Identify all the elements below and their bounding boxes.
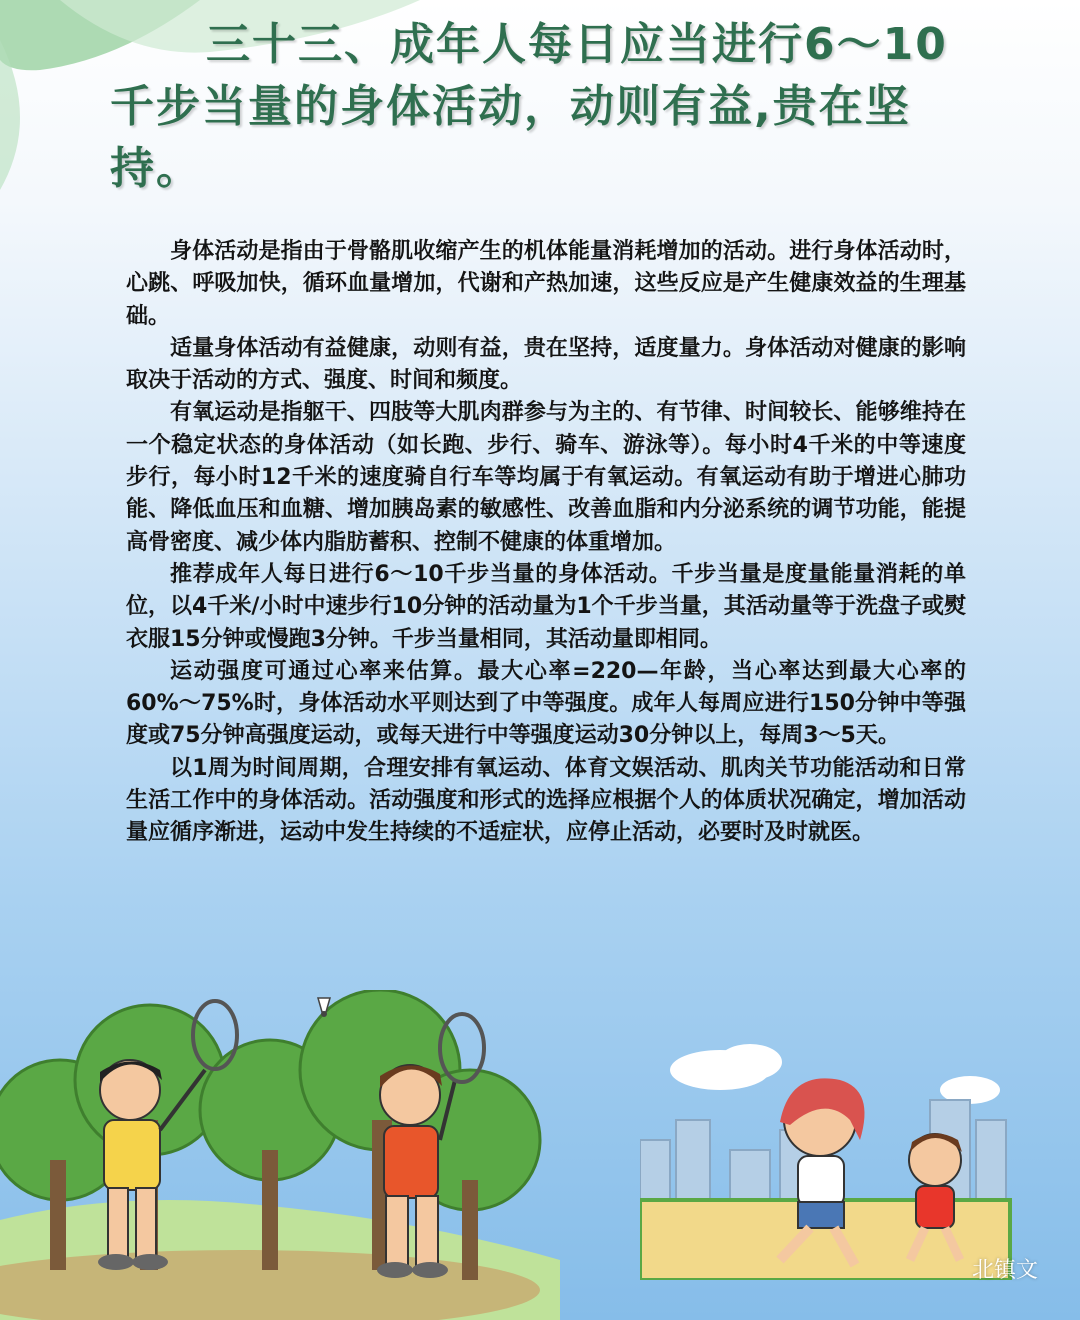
- paragraph: 以1周为时间周期，合理安排有氧运动、体育文娱活动、肌肉关节功能活动和日常生活工作中的身体活动。活动强度和形式的选择应根据个人的体质状况确定，增加活动量应循序渐进，运动中发生持续的不适症状，应停止活动，必要时及时就医。: [126, 755, 966, 846]
- paragraph: 身体活动是指由于骨骼肌收缩产生的机体能量消耗增加的活动。进行身体活动时，心跳、呼吸加快，循环血量增加，代谢和产热加速，这些反应是产生健康效益的生理基础。: [126, 239, 966, 329]
- page-title: 三十三、成年人每日应当进行6～10千步当量的身体活动，动则有益,贵在坚持。: [110, 19, 948, 194]
- badminton-illustration: [0, 990, 560, 1320]
- paragraph: 运动强度可通过心率来估算。最大心率=220—年龄，当心率达到最大心率的60%～75%时，身体活动水平则达到了中等强度。成年人每周应进行150分钟中等强度或75分钟高强度运动，或每天进行中等强度运动30分钟以上，每周3～5天。: [126, 658, 966, 749]
- paragraph: 适量身体活动有益健康，动则有益，贵在坚持，适度量力。身体活动对健康的影响取决于活动的方式、强度、时间和频度。: [126, 335, 966, 394]
- article-body: [126, 236, 966, 850]
- paragraph: 有氧运动是指躯干、四肢等大肌肉群参与为主的、有节律、时间较长、能够维持在一个稳定状态的身体活动（如长跑、步行、骑车、游泳等）。每小时4千米的中等速度步行，每小时12千米的速度骑自行车等均属于有氧运动。有氧运动有助于增进心肺功能、降低血压和血糖、增加胰岛素的敏感性、改善血脂和内分泌系统的调节功能，能提高骨密度、减少体内脂肪蓄积、控制不健康的体重增加。: [126, 400, 966, 555]
- paragraph: 推荐成年人每日进行6～10千步当量的身体活动。千步当量是度量能量消耗的单位，以4千米/小时中速步行10分钟的活动量为1个千步当量，其活动量等于洗盘子或熨衣服15分钟或慢跑3分钟。千步当量相同，其活动量即相同。: [126, 561, 966, 652]
- watermark: 北镇文: [971, 1258, 1038, 1283]
- running-illustration: [640, 1040, 1020, 1280]
